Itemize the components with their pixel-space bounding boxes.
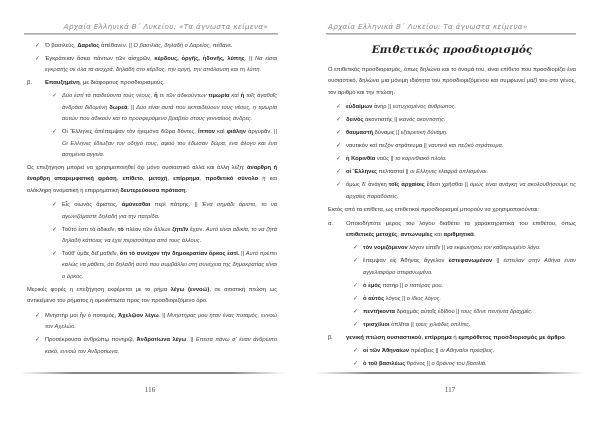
text: ή xyxy=(451,334,459,341)
bold-text: δωρεά xyxy=(109,104,128,111)
example-bullet xyxy=(353,281,576,292)
text: Μνηστὴρ μοι ἦν ὁ ποταμός, xyxy=(45,312,119,319)
bold-text: αριθμητικά xyxy=(443,232,474,239)
example-bullet xyxy=(336,167,576,178)
checkmark-icon: ✓ xyxy=(52,226,58,233)
running-header: Αρχαία Ελληνικά Β΄ Λυκείου: Τα άγνωστα κείμενα» xyxy=(328,22,528,31)
page-content xyxy=(27,41,277,360)
checkmark-icon: ✓ xyxy=(353,321,359,328)
translation-text: Μνηστήρας μου ήταν ένας ποταμός, εννοώ τον Αχελώο. xyxy=(45,312,277,331)
bold-text: εὐδαίμων xyxy=(346,104,373,111)
translation-text: τοῖς ἀγαθοῖς ἀνδράσι διδομένη xyxy=(62,93,277,111)
checkmark-icon: ✓ xyxy=(353,258,359,265)
example-bullet xyxy=(52,249,277,283)
example-bullet xyxy=(353,346,576,357)
text: , xyxy=(421,334,425,341)
translation-text: οι Ελληνες ελαφρά οπλισμένοι. xyxy=(410,169,489,176)
bold-text: επίρρημα xyxy=(173,176,200,183)
text: Τοῦτό ἐστι τὸ ἀδικεῖν, xyxy=(62,226,118,233)
translation-text: Δύο είναι αυτά που εκπαιδεύουν τους νέους, η τιμωρία αυτών που αδικούν και το προσφερόμενο βραβείο στους γενναίους άνδρες. xyxy=(62,104,278,123)
bold-text: θαυμαστὴ xyxy=(346,130,374,137)
text: Προσέκρουσα ἀνθρώπῳ πονηρῷ, xyxy=(45,337,137,344)
text: , xyxy=(167,176,174,183)
bold-text: τοῖς ἀρχαίοις xyxy=(388,182,425,189)
translation-text: ικανός ακοντιστής. xyxy=(398,117,446,124)
example-bullet xyxy=(336,102,576,113)
text: Ἐγκράτειαν ἄσκει πάντων τῶν αἰσχρῶν, xyxy=(45,56,155,62)
bold-text: επίρρημα xyxy=(424,334,452,341)
example-bullet xyxy=(35,41,277,52)
text: και xyxy=(432,232,444,239)
checkmark-icon: ✓ xyxy=(336,117,342,124)
bold-text: Ἀνδροτίωνα λέγω xyxy=(136,337,187,344)
header-rule xyxy=(326,33,576,35)
translation-text: ο πατέρας μου. xyxy=(404,282,444,289)
bold-text: τιμωρία xyxy=(208,93,230,100)
text: . xyxy=(473,232,476,239)
text: , xyxy=(199,176,206,183)
example-bullet xyxy=(353,256,576,279)
text: , με διάφορους προσδιορισμούς. xyxy=(79,80,165,87)
text: ἀργυρᾶν. || xyxy=(245,129,277,136)
bold-text: Ἀχελῷον λέγω xyxy=(118,312,159,319)
bold-text: γενική πτώση ουσιαστικού xyxy=(346,334,422,341)
checkmark-icon: ✓ xyxy=(35,337,41,344)
text: πλέον τῶν ἄλλων xyxy=(123,226,173,233)
running-header: Αρχαία Ελληνικά Β΄ Λυκείου: «Τα άγνωστα κείμενα» xyxy=(63,22,268,31)
text: λόγος || xyxy=(384,295,407,302)
bold-text: ἀμύνεσθαι xyxy=(121,202,151,209)
text: Ως επεξήγηση μπορεί να χρησιμοποιηθεί όχι μόνο ουσιαστικό αλλά και άλλη λέξη: xyxy=(27,165,247,172)
checkmark-icon: ✓ xyxy=(52,93,58,100)
text: ἔθεσι χρῆσθαι || xyxy=(424,182,470,189)
bold-text: τὸ xyxy=(117,226,124,233)
bold-text: φιάλην xyxy=(226,129,246,136)
translation-text: Ο βασιλιάς, δηλαδή ο Δαρείος, πέθανε. xyxy=(133,43,233,49)
text: καὶ xyxy=(214,129,227,136)
translation-text: οι Αθηναίοι πρέσβεις. xyxy=(440,347,495,354)
bold-text: επιθετικές μετοχές xyxy=(346,232,398,239)
list-item xyxy=(27,78,277,89)
header-rule xyxy=(24,33,278,35)
text: πρέσβεις || xyxy=(409,347,441,354)
text: Μερικές φορές η επεξήγηση εκφέρεται με το ρήμα xyxy=(27,286,171,293)
translation-text: τε τῶν ἀδικούντων xyxy=(157,93,209,100)
bold-text: Επαυξημένη xyxy=(45,80,80,87)
bold-text: πεντήκοντα xyxy=(363,308,396,315)
example-bullet xyxy=(52,127,277,161)
footer-rule xyxy=(315,372,585,374)
bold-text: τὸν νομιζόμενον xyxy=(363,245,408,252)
right-page xyxy=(300,0,600,423)
text: . || xyxy=(186,337,196,344)
text: Ὁ βασιλεύς, xyxy=(45,43,78,49)
page-number: 117 xyxy=(444,386,456,394)
checkmark-icon: ✓ xyxy=(336,130,342,137)
bold-text: ἵππον xyxy=(198,129,215,136)
checkmark-icon: ✓ xyxy=(35,56,41,62)
bold-text: ἐστεφανωμένον xyxy=(448,258,493,265)
example-bullet xyxy=(52,91,278,125)
bold-text: προθετικό σύνολο xyxy=(205,176,259,183)
text: ἔπεμψαν εἰς Ἀθήνας ἄγγελον xyxy=(363,258,449,265)
translation-text: όμως είναι ανάγκη να ακολουθήσουμε τις αρχαίες παραδόσεις. xyxy=(346,182,577,200)
translation-text: Επεσα πάνω σ' έναν άνθρωπο κακό, εννοώ τον Ανδροτίωνα. xyxy=(45,337,278,355)
text: πελτασταί || xyxy=(377,169,411,176)
example-bullet xyxy=(353,307,576,318)
translation-text: Οι Ελληνες έδιωξαν τον οδηγό τους, αφού του έδωσαν δώρα, ένα άλογο και ένα ασημένια αγγεία. xyxy=(62,140,277,159)
bold-text: επίθετο xyxy=(122,176,143,183)
checkmark-icon: ✓ xyxy=(35,312,41,319)
translation-text: ναυτικό και πεζικό στράτευμα. xyxy=(428,143,504,150)
text: . xyxy=(564,334,567,341)
translation-text: τους έδινε πενήντα δραχμές. xyxy=(460,308,533,315)
translation-text: Αυτό είναι αδικία, το να ζητά δηλαδή κάποιος να έχει περισσότερα από τους άλλους. xyxy=(62,226,278,245)
bold-text: αντωνυμίες xyxy=(400,232,433,239)
bold-text: Δαρεῖος xyxy=(77,43,100,49)
checkmark-icon: ✓ xyxy=(336,182,342,189)
checkmark-icon: ✓ xyxy=(52,129,58,136)
checkmark-icon: ✓ xyxy=(336,156,342,163)
text: ἔχειν. xyxy=(188,226,206,233)
text: Εκτός από τα επίθετα, ως επιθετικοί προσδιορισμοί μπορούν να χρησιμοποιούνται: xyxy=(328,206,540,213)
list-label: β. xyxy=(27,80,33,87)
text: , xyxy=(397,232,401,239)
checkmark-icon: ✓ xyxy=(336,143,342,150)
translation-text: το κορινθιακό πλοίο. xyxy=(395,156,447,163)
translation-text: Δύο ἐστὶ τὰ παιδεύοντα τοὺς νέους, xyxy=(62,93,155,100)
translation-text: ο ίδιος λόγος. xyxy=(406,295,442,302)
bold-text: οἱ Ἕλληνες xyxy=(346,169,378,176)
example-bullet xyxy=(336,180,577,203)
example-bullet xyxy=(35,335,278,358)
translation-text: να εκφωνήσω τον καθιερωμένο λόγο. xyxy=(446,245,541,252)
bold-text: μετοχή xyxy=(148,176,168,183)
text: ἀπέθανεν. || xyxy=(99,43,134,49)
translation-text: τρεις χιλιάδες οπλίτες. xyxy=(415,321,471,328)
translation-text: Να είσαι εγκρατής σε όλα τα αισχρά, δηλαδή στο κέρδος, την οργή, την απόλαυση και τη λύπη. xyxy=(45,56,278,74)
checkmark-icon: ✓ xyxy=(353,245,359,252)
page-number: 116 xyxy=(144,386,156,394)
bold-text: ὁ τοῦ βασιλέως xyxy=(363,360,406,367)
paragraph xyxy=(27,285,277,308)
example-bullet xyxy=(353,359,576,370)
text: Οἱ Ἕλληνες ἀπέπεμψαν τὸν ἡγεμόνα δῶρα δόντες, xyxy=(62,129,199,136)
page-content xyxy=(328,42,576,372)
bold-text: ἡ xyxy=(240,93,245,100)
text: ὅμως δ' ἀνάγκη xyxy=(346,182,389,189)
text: ἀκοντιστής || xyxy=(363,117,399,124)
translation-text: καὶ xyxy=(229,93,241,100)
checkmark-icon: ✓ xyxy=(353,347,359,354)
text: λόγον εἰπεῖν || xyxy=(407,245,447,252)
translation-text: ευτυχισμένος άνθρωπος. xyxy=(392,104,457,111)
translation-text: ο θρόνος του βασιλιά. xyxy=(431,360,487,367)
text: ἀνήρ || xyxy=(372,104,393,111)
checkmark-icon: ✓ xyxy=(353,308,359,315)
checkmark-icon: ✓ xyxy=(35,43,41,49)
example-bullet xyxy=(35,54,278,77)
text: ναῦς || xyxy=(375,156,396,163)
example-bullet xyxy=(353,320,576,331)
example-bullet xyxy=(52,200,277,223)
text: . || xyxy=(244,56,255,62)
text: δύναμις || xyxy=(373,130,401,137)
text: περὶ πάτρης. || xyxy=(150,202,202,209)
example-bullet xyxy=(336,141,576,152)
bold-text: λέγω (εννοώ) xyxy=(170,286,210,293)
section-title: Επιθετικός προσδιορισμός xyxy=(371,44,533,56)
list-item xyxy=(328,219,576,242)
text: δραχμὰς αὐτοῖς ἐδίδου || xyxy=(395,308,461,315)
list-label: α. xyxy=(328,221,334,228)
bold-text: ἥ xyxy=(154,93,158,100)
paragraph xyxy=(27,163,277,197)
translation-text: Αυτό πρέπει καλώς να μάθετε, ότι δηλαδή αυτό που συμβάλλει στη συνέχεια της δημοκρατίας είναι ο όρκος. xyxy=(62,251,277,280)
text: . || xyxy=(158,312,168,319)
bold-text: ὅτι τὸ συνέχον τὴν δημοκρατίαν ὅρκος ἐστί. xyxy=(119,251,240,258)
text: Οποιοδήποτε μέρος του λόγου διαθέτει τα χαρακτηριστικά του επιθέτου, όπως xyxy=(346,221,576,228)
text: θρόνος || xyxy=(405,360,432,367)
text: , xyxy=(142,176,149,183)
checkmark-icon: ✓ xyxy=(336,169,342,176)
translation-text: Ένα σημάδι άριστο, το να αγωνιζόμαστε δηλαδή για την πατρίδα. xyxy=(62,202,277,220)
bold-text: άναρθρη ή έναρθρη απαρεμφατική φράση xyxy=(27,165,277,183)
example-bullet xyxy=(52,225,278,248)
checkmark-icon: ✓ xyxy=(353,360,359,367)
text: , xyxy=(116,176,123,183)
bold-text: κέρδους, ὀργῆς, ἡδονῆς, λύπης xyxy=(154,56,245,62)
bold-text: ὁ ἐμὸς xyxy=(363,282,381,289)
text: . xyxy=(185,187,188,194)
bold-text: οἱ τῶν Ἀθηναίων xyxy=(363,347,410,354)
text: ναυτικὸν καὶ πεζὸν στράτευμα || xyxy=(346,143,429,150)
bold-text: δεινὸς xyxy=(346,117,364,124)
bold-text: ζητεῖν xyxy=(172,226,189,233)
paragraph xyxy=(328,205,576,216)
bold-text: τρισχίλιοι xyxy=(363,321,390,328)
checkmark-icon: ✓ xyxy=(336,104,342,111)
example-bullet xyxy=(336,154,576,165)
checkmark-icon: ✓ xyxy=(52,202,58,209)
bold-text: ἡ Κορινθία xyxy=(346,156,376,163)
list-label: β. xyxy=(328,334,334,341)
list-item xyxy=(328,333,576,344)
example-bullet xyxy=(35,311,277,334)
example-bullet xyxy=(353,243,576,254)
text: . || xyxy=(127,104,137,111)
paragraph xyxy=(328,65,576,99)
footer-rule xyxy=(20,372,285,374)
checkmark-icon: ✓ xyxy=(353,282,359,289)
checkmark-icon: ✓ xyxy=(353,295,359,302)
text: Εἷς οἰωνὸς ἄριστος, xyxy=(62,202,122,209)
text: || xyxy=(239,251,246,258)
example-bullet xyxy=(336,115,576,126)
bold-text: ὁ αὐτὸς xyxy=(363,295,385,302)
bold-text: δευτερεύουσα πρόταση xyxy=(120,187,186,194)
text: , σε αιτιατική πτώση ως αντικείμενο του ρήματος ή ομοιόπτωτα προς τον προσδιοριζόμενο όρο. xyxy=(27,286,277,305)
translation-text: εξαιρετική δύναμη. xyxy=(400,130,448,137)
text: ὁπλῖται || xyxy=(389,321,416,328)
text: Ο επιθετικός προσδιορισμός, όπως δηλώνει και το όνομά του, είναι επίθετο που προσδιορίζει ένα ουσιαστικό, δηλώνει μια μόνιμη ιδιότητα του προσδιοριζόμενου και συμφωνεί μαζί του στο γένος, τον αριθμό και την πτώση. xyxy=(328,67,576,96)
checkmark-icon: ✓ xyxy=(52,251,58,258)
bold-text: εμπρόθετος προσδιορισμός με άρθρο xyxy=(458,334,565,341)
text: ή και ολόκληρη ονοματική ή επιρρηματική xyxy=(27,176,278,194)
text: Τοῦθ' ὑμᾶς δεῖ μαθεῖν, xyxy=(62,251,120,258)
example-bullet xyxy=(336,128,576,139)
text: πατήρ || xyxy=(380,282,405,289)
example-bullet xyxy=(353,294,576,305)
text: || xyxy=(492,258,504,265)
translation-text: έστειλαν στην Αθήνα έναν αγγελιαφόρο στεφανωμένο. xyxy=(363,258,576,276)
